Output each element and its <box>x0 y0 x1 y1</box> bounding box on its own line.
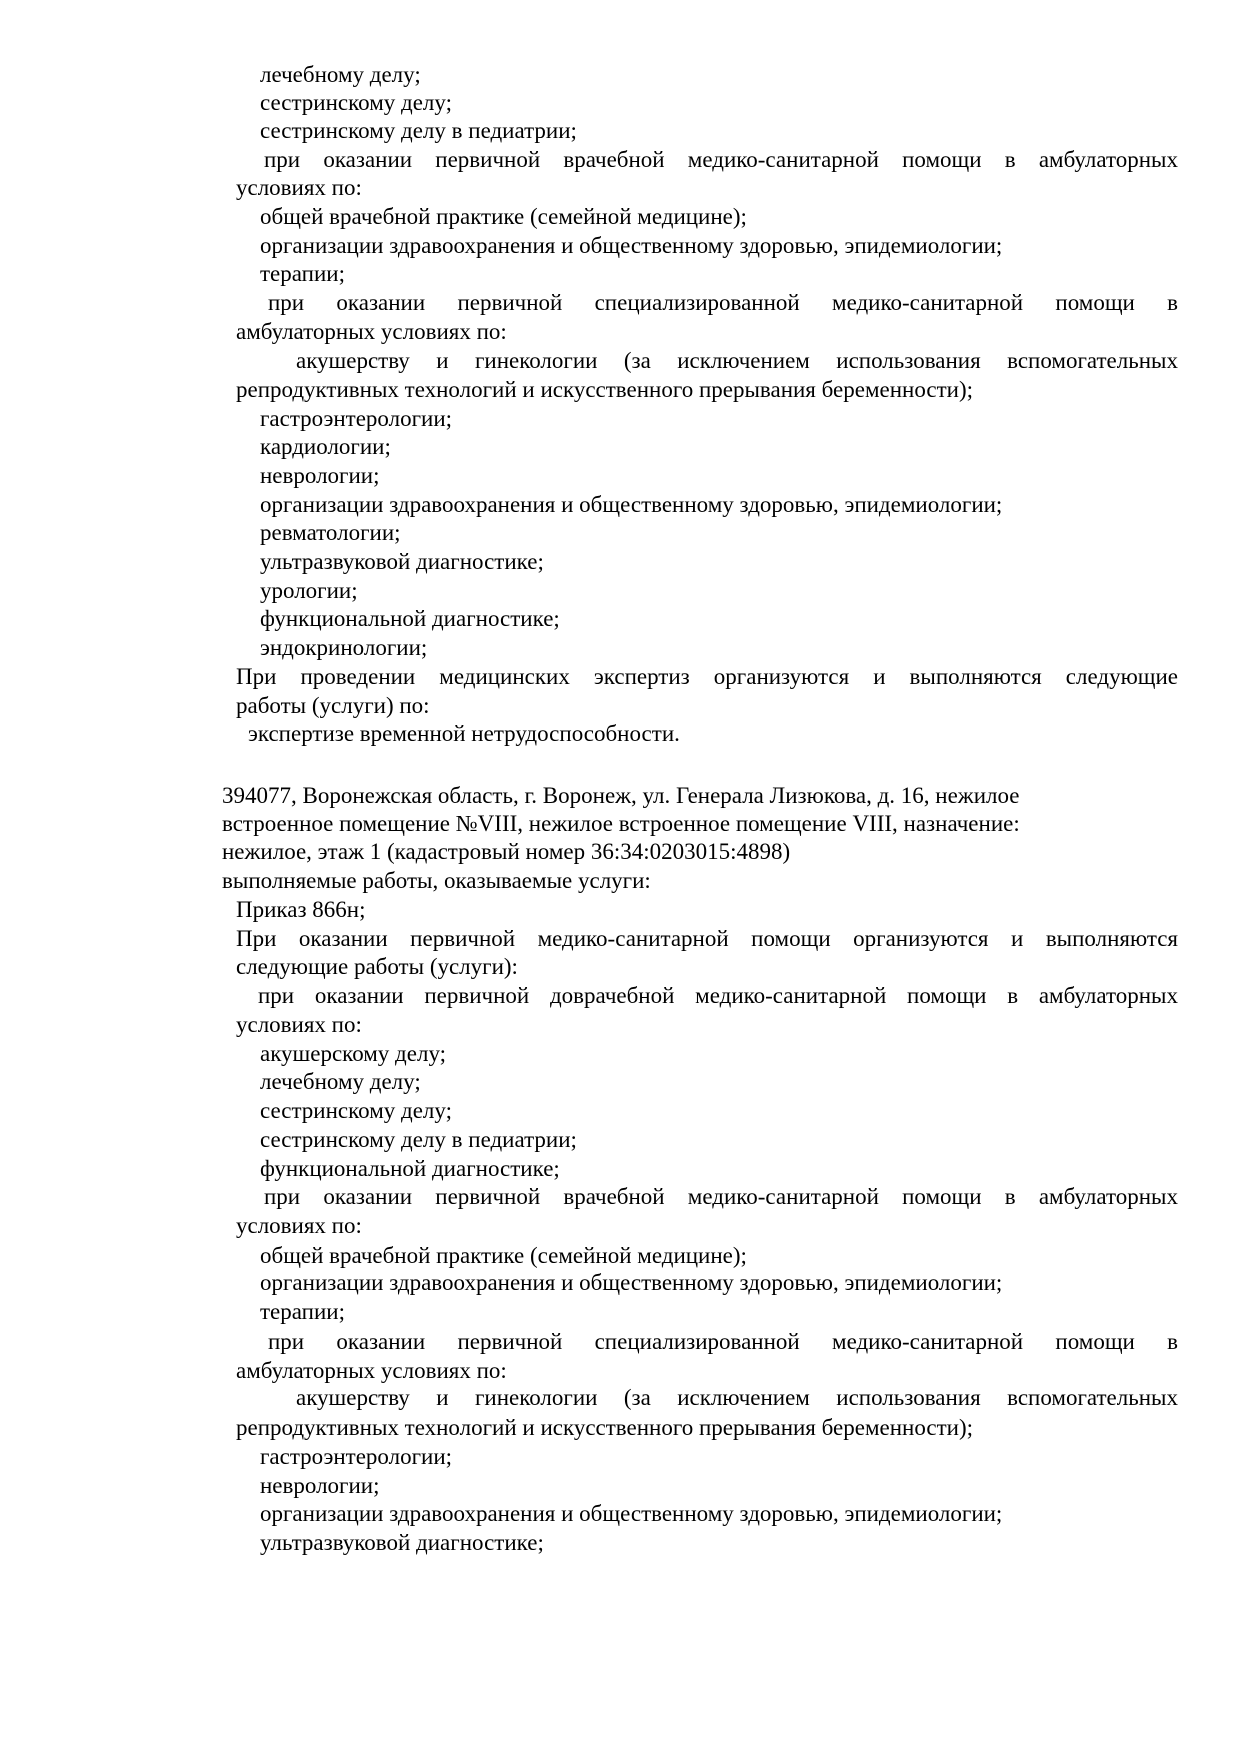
text-line: амбулаторных условиях по: <box>236 319 507 344</box>
text-line: функциональной диагностике; <box>260 1156 560 1181</box>
text-line: урологии; <box>260 578 358 603</box>
text-line: гастроэнтерологии; <box>260 406 453 431</box>
text-line: кардиологии; <box>260 434 391 459</box>
text-line: при оказании первичной специализированной медико-санитарной помощи в <box>268 1329 1178 1354</box>
text-line: условиях по: <box>236 175 362 200</box>
text-line: гастроэнтерологии; <box>260 1444 453 1469</box>
text-line: ревматологии; <box>260 520 401 545</box>
text-line: Приказ 866н; <box>236 897 366 922</box>
text-line: организации здравоохранения и общественному здоровью, эпидемиологии; <box>260 233 1003 258</box>
text-line: сестринскому делу в педиатрии; <box>260 1127 577 1152</box>
text-line: организации здравоохранения и общественному здоровью, эпидемиологии; <box>260 492 1003 517</box>
text-line: неврологии; <box>260 463 380 488</box>
text-line: ультразвуковой диагностике; <box>260 1530 544 1555</box>
text-line: организации здравоохранения и общественному здоровью, эпидемиологии; <box>260 1270 1003 1295</box>
text-line: при оказании первичной доврачебной медико-санитарной помощи в амбулаторных <box>258 983 1178 1008</box>
text-line: 394077, Воронежская область, г. Воронеж, ул. Генерала Лизюкова, д. 16, нежилое <box>222 783 1020 808</box>
text-line: эндокринологии; <box>260 635 428 660</box>
text-line: ультразвуковой диагностике; <box>260 549 544 574</box>
text-line: при оказании первичной врачебной медико-санитарной помощи в амбулаторных <box>264 147 1178 172</box>
text-line: При оказании первичной медико-санитарной помощи организуются и выполняются <box>236 926 1178 951</box>
text-line: репродуктивных технологий и искусственного прерывания беременности); <box>236 377 974 402</box>
text-line: акушерскому делу; <box>260 1041 447 1066</box>
text-line: условиях по: <box>236 1012 362 1037</box>
text-line: функциональной диагностике; <box>260 606 560 631</box>
text-line: общей врачебной практике (семейной медицине); <box>260 204 747 229</box>
text-line: репродуктивных технологий и искусственного прерывания беременности); <box>236 1415 974 1440</box>
text-line: сестринскому делу в педиатрии; <box>260 118 577 143</box>
text-line: лечебному делу; <box>260 1069 421 1094</box>
text-line: условиях по: <box>236 1213 362 1238</box>
text-line: нежилое, этаж 1 (кадастровый номер 36:34:0203015:4898) <box>222 839 791 864</box>
text-line: терапии; <box>260 261 345 286</box>
text-line: При проведении медицинских экспертиз организуются и выполняются следующие <box>236 664 1178 689</box>
text-line: встроенное помещение №VIII, нежилое встроенное помещение VIII, назначение: <box>222 811 1020 836</box>
text-line: при оказании первичной специализированной медико-санитарной помощи в <box>268 290 1178 315</box>
text-line: сестринскому делу; <box>260 90 452 115</box>
text-line: акушерству и гинекологии (за исключением использования вспомогательных <box>296 1385 1178 1410</box>
text-line: следующие работы (услуги): <box>236 954 518 979</box>
text-line: работы (услуги) по: <box>236 693 430 718</box>
text-line: при оказании первичной врачебной медико-санитарной помощи в амбулаторных <box>264 1184 1178 1209</box>
text-line: амбулаторных условиях по: <box>236 1358 507 1383</box>
text-line: сестринскому делу; <box>260 1098 452 1123</box>
text-line: организации здравоохранения и общественному здоровью, эпидемиологии; <box>260 1501 1003 1526</box>
text-line: акушерству и гинекологии (за исключением использования вспомогательных <box>296 348 1178 373</box>
text-line: общей врачебной практике (семейной медицине); <box>260 1243 747 1268</box>
text-line: выполняемые работы, оказываемые услуги: <box>222 868 651 893</box>
text-line: лечебному делу; <box>260 62 421 87</box>
text-line: неврологии; <box>260 1473 380 1498</box>
text-line: экспертизе временной нетрудоспособности. <box>248 721 680 746</box>
text-line: терапии; <box>260 1299 345 1324</box>
